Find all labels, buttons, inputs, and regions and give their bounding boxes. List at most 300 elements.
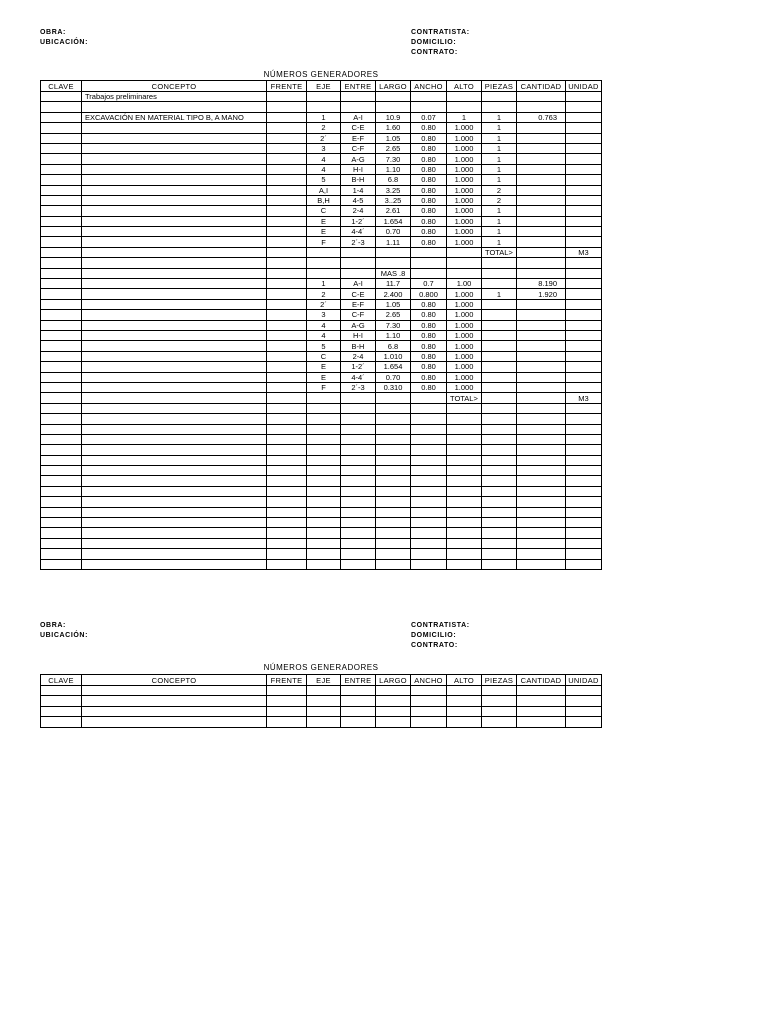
table-cell (41, 92, 82, 102)
table-row (41, 268, 602, 278)
table-cell (411, 549, 447, 559)
table-cell: 0.80 (411, 123, 447, 133)
table-cell (267, 143, 307, 153)
table-cell (447, 696, 482, 706)
table-cell (517, 549, 566, 559)
table-cell (517, 175, 566, 185)
table-cell (566, 414, 602, 424)
table-cell (41, 559, 82, 569)
table-cell (41, 455, 82, 465)
table-cell (41, 528, 82, 538)
table-row (41, 330, 602, 340)
table-cell (517, 559, 566, 569)
table-cell (447, 476, 482, 486)
table-cell: 0.80 (411, 372, 447, 382)
table-cell (482, 686, 517, 696)
table-cell: 1-4 (341, 185, 376, 195)
table-row (41, 445, 602, 455)
table-cell (517, 92, 566, 102)
table-cell: E (307, 362, 341, 372)
table-cell (82, 351, 267, 361)
table-cell (482, 299, 517, 309)
table-cell (482, 268, 517, 278)
table-cell (566, 195, 602, 205)
table-cell (307, 445, 341, 455)
table-cell (566, 237, 602, 247)
column-header: LARGO (376, 675, 411, 686)
table-cell: B-H (341, 341, 376, 351)
table-cell (517, 154, 566, 164)
table-cell: 1.05 (376, 133, 411, 143)
table-cell (566, 706, 602, 716)
table-cell (566, 445, 602, 455)
table-row (41, 310, 602, 320)
table-cell (411, 393, 447, 403)
table-cell: A-G (341, 154, 376, 164)
table-cell (267, 330, 307, 340)
table-cell (517, 299, 566, 309)
table-cell: 1 (482, 237, 517, 247)
table-cell (41, 507, 82, 517)
table-cell: 3.25 (376, 185, 411, 195)
table-cell: 0.800 (411, 289, 447, 299)
table-cell (82, 195, 267, 205)
table-cell (341, 434, 376, 444)
table-cell (517, 237, 566, 247)
table-cell: H-I (341, 330, 376, 340)
table-cell (411, 559, 447, 569)
table-cell (41, 164, 82, 174)
table-cell (41, 717, 82, 727)
column-header: LARGO (376, 81, 411, 92)
table-cell: 2-4 (341, 351, 376, 361)
table-cell (267, 466, 307, 476)
header-left-1 (40, 28, 88, 48)
table-cell (82, 717, 267, 727)
table-cell (566, 434, 602, 444)
table-cell (82, 434, 267, 444)
column-header: ANCHO (411, 81, 447, 92)
table-cell (517, 466, 566, 476)
table-row (41, 154, 602, 164)
table-cell: 0.80 (411, 154, 447, 164)
table-row (41, 216, 602, 226)
table-cell (447, 717, 482, 727)
table-cell (482, 372, 517, 382)
table-cell (267, 393, 307, 403)
column-header: UNIDAD (566, 81, 602, 92)
table-cell: A-I (341, 112, 376, 122)
table-cell: 3..25 (376, 195, 411, 205)
column-header: FRENTE (267, 81, 307, 92)
table-cell (376, 528, 411, 538)
table-cell (482, 403, 517, 413)
table-cell (82, 559, 267, 569)
table-cell: 2 (482, 195, 517, 205)
table-cell (482, 696, 517, 706)
table-cell (307, 559, 341, 569)
table-cell (376, 92, 411, 102)
table-cell (566, 216, 602, 226)
table-row (41, 393, 602, 403)
table-cell (447, 414, 482, 424)
table-cell: C (307, 351, 341, 361)
table-cell (517, 486, 566, 496)
table-cell (267, 268, 307, 278)
table-cell: 1 (307, 279, 341, 289)
table-cell: 0.70 (376, 227, 411, 237)
table-cell: 2 (307, 289, 341, 299)
table-cell: 1 (482, 154, 517, 164)
table-cell (447, 466, 482, 476)
table-cell: 0.310 (376, 382, 411, 392)
table-cell: 1.000 (447, 320, 482, 330)
table-cell (566, 538, 602, 548)
table-cell (517, 445, 566, 455)
table-cell (82, 696, 267, 706)
table-cell (41, 289, 82, 299)
table-cell: 1-2´ (341, 362, 376, 372)
table-cell (267, 279, 307, 289)
column-header: ALTO (447, 675, 482, 686)
table-cell (566, 164, 602, 174)
table-cell (82, 279, 267, 289)
table-cell (376, 102, 411, 112)
table-cell (447, 549, 482, 559)
table-cell (447, 445, 482, 455)
table-cell (566, 455, 602, 465)
column-header: CANTIDAD (517, 675, 566, 686)
column-header: PIEZAS (482, 675, 517, 686)
table-cell (517, 414, 566, 424)
table-cell: 0.80 (411, 299, 447, 309)
table-row (41, 175, 602, 185)
table-cell (82, 518, 267, 528)
table-cell (411, 258, 447, 268)
table-cell (447, 268, 482, 278)
table-cell: EXCAVACIÓN EN MATERIAL TIPO B, A MANO (82, 112, 267, 122)
table-cell: 1.000 (447, 372, 482, 382)
table-cell (267, 102, 307, 112)
table-cell: C-F (341, 143, 376, 153)
table-cell: 0.763 (517, 112, 566, 122)
table-cell (267, 507, 307, 517)
table-cell (82, 538, 267, 548)
table-cell: E (307, 372, 341, 382)
table-cell: 0.70 (376, 372, 411, 382)
table-cell (307, 268, 341, 278)
table-cell (517, 424, 566, 434)
table-cell (566, 466, 602, 476)
table-cell (411, 696, 447, 706)
table-cell (341, 268, 376, 278)
table-cell: 1.60 (376, 123, 411, 133)
table-cell (41, 351, 82, 361)
table-cell (566, 497, 602, 507)
table-row (41, 258, 602, 268)
table-cell (307, 696, 341, 706)
table-cell (341, 403, 376, 413)
table-cell (82, 310, 267, 320)
table-cell (41, 434, 82, 444)
table-cell (482, 424, 517, 434)
table-cell (517, 717, 566, 727)
table-cell (376, 518, 411, 528)
table-cell: 1 (447, 112, 482, 122)
table-cell (482, 258, 517, 268)
table-row (41, 424, 602, 434)
table-cell (267, 216, 307, 226)
table-cell: 1.11 (376, 237, 411, 247)
table-cell (267, 310, 307, 320)
table-cell (482, 486, 517, 496)
table-cell (517, 195, 566, 205)
table-cell: 0.80 (411, 227, 447, 237)
table-row (41, 143, 602, 153)
table-cell (267, 686, 307, 696)
table-cell (41, 237, 82, 247)
table-cell (482, 92, 517, 102)
table-cell: 1 (482, 289, 517, 299)
table-cell (82, 497, 267, 507)
table-cell (376, 507, 411, 517)
table-cell (41, 696, 82, 706)
table-cell (82, 686, 267, 696)
table-cell (411, 497, 447, 507)
table-cell (566, 289, 602, 299)
table-cell (267, 320, 307, 330)
table-row (41, 195, 602, 205)
table-cell (411, 528, 447, 538)
table-cell (411, 706, 447, 716)
table-cell (447, 518, 482, 528)
table-cell (41, 133, 82, 143)
table-row (41, 696, 602, 706)
table-cell (82, 341, 267, 351)
table-cell (566, 528, 602, 538)
table-cell: 0.80 (411, 330, 447, 340)
table-row (41, 507, 602, 517)
header-left-2 (40, 621, 88, 641)
table-cell (566, 686, 602, 696)
table-cell (566, 279, 602, 289)
table-cell (267, 227, 307, 237)
table-cell (566, 320, 602, 330)
table-cell: 0.80 (411, 195, 447, 205)
table-cell (376, 486, 411, 496)
table-row (41, 351, 602, 361)
table-cell: 1 (307, 112, 341, 122)
table-cell (566, 559, 602, 569)
table-cell (267, 299, 307, 309)
table-row (41, 341, 602, 351)
table-cell (447, 455, 482, 465)
table-cell: 1.000 (447, 341, 482, 351)
table-cell: 1.000 (447, 185, 482, 195)
table-cell (447, 92, 482, 102)
table-cell (267, 497, 307, 507)
table-cell (307, 466, 341, 476)
table-cell (376, 455, 411, 465)
table-cell (517, 507, 566, 517)
table-cell (341, 102, 376, 112)
table-cell (41, 216, 82, 226)
table-cell (411, 507, 447, 517)
table-cell (566, 133, 602, 143)
column-header: ANCHO (411, 675, 447, 686)
table-cell (376, 696, 411, 706)
column-header: CONCEPTO (82, 81, 267, 92)
table-cell (82, 455, 267, 465)
table-row (41, 164, 602, 174)
table-cell (566, 424, 602, 434)
table-cell (267, 133, 307, 143)
table-cell (566, 299, 602, 309)
table-cell (82, 289, 267, 299)
table-cell (566, 123, 602, 133)
table-cell: 1.000 (447, 195, 482, 205)
table-cell: 6.8 (376, 341, 411, 351)
table-cell: B-H (341, 175, 376, 185)
table-cell (411, 102, 447, 112)
table-cell (341, 538, 376, 548)
table-cell (376, 393, 411, 403)
table-cell (41, 445, 82, 455)
table-cell (566, 486, 602, 496)
table-cell (411, 92, 447, 102)
table-cell (267, 289, 307, 299)
table-row (41, 102, 602, 112)
table-cell: 2-4 (341, 206, 376, 216)
table-cell (307, 434, 341, 444)
table-cell (82, 164, 267, 174)
table-cell: F (307, 382, 341, 392)
table-cell (82, 133, 267, 143)
table-cell (566, 717, 602, 727)
table-cell (566, 227, 602, 237)
table-cell (307, 92, 341, 102)
table-cell: C-E (341, 123, 376, 133)
table-cell (41, 320, 82, 330)
table-row (41, 133, 602, 143)
table-cell (82, 393, 267, 403)
table-cell (41, 154, 82, 164)
table-cell (82, 424, 267, 434)
table-cell (267, 362, 307, 372)
table-cell (517, 164, 566, 174)
table-cell (517, 320, 566, 330)
table-cell (482, 717, 517, 727)
table-cell (447, 102, 482, 112)
table-cell: 7.30 (376, 154, 411, 164)
table-cell (41, 466, 82, 476)
table-header-row (41, 81, 602, 92)
obra-label: OBRA: (40, 29, 66, 36)
table-cell: 11.7 (376, 279, 411, 289)
table-cell: A-I (341, 279, 376, 289)
table-row (41, 518, 602, 528)
table-cell (411, 445, 447, 455)
table-cell (267, 164, 307, 174)
table-cell: 2´-3 (341, 382, 376, 392)
table-cell (517, 268, 566, 278)
table-cell: 1.000 (447, 175, 482, 185)
table-cell (447, 706, 482, 716)
table-cell (376, 717, 411, 727)
table-row (41, 549, 602, 559)
table-cell (411, 247, 447, 257)
table-cell (341, 247, 376, 257)
table-cell (267, 455, 307, 465)
table-row (41, 185, 602, 195)
column-header: ENTRE (341, 675, 376, 686)
table-cell (267, 528, 307, 538)
table-row (41, 486, 602, 496)
table-cell (376, 559, 411, 569)
table-cell (566, 154, 602, 164)
table-cell (482, 102, 517, 112)
sheet-title: NÚMEROS GENERADORES (263, 70, 379, 79)
table-cell (267, 351, 307, 361)
table-cell (517, 393, 566, 403)
table-cell (307, 102, 341, 112)
table-cell (267, 185, 307, 195)
table-cell (82, 320, 267, 330)
table-cell (41, 341, 82, 351)
table-cell (341, 414, 376, 424)
table-cell (41, 424, 82, 434)
table-cell: 1.000 (447, 382, 482, 392)
ubicacion-label: UBICACIÓN: (40, 632, 88, 639)
table-cell (566, 102, 602, 112)
table-cell (341, 696, 376, 706)
table-cell (482, 434, 517, 444)
table-cell (41, 299, 82, 309)
table-cell: A-G (341, 320, 376, 330)
table-cell (566, 330, 602, 340)
table-cell: MAS .8 (376, 268, 411, 278)
table-cell (517, 206, 566, 216)
table-cell: 1.00 (447, 279, 482, 289)
table-cell (517, 143, 566, 153)
table-cell: 1.000 (447, 351, 482, 361)
table-cell (517, 476, 566, 486)
table-cell (82, 154, 267, 164)
table-row (41, 92, 602, 102)
table-cell (41, 476, 82, 486)
table-cell (341, 476, 376, 486)
table-cell: 1.05 (376, 299, 411, 309)
table-cell (517, 455, 566, 465)
table-cell (267, 424, 307, 434)
table-cell (41, 362, 82, 372)
table-cell (41, 102, 82, 112)
table-cell (517, 247, 566, 257)
table-cell (41, 310, 82, 320)
table-cell: 1.654 (376, 216, 411, 226)
table-cell (41, 247, 82, 257)
table-cell (267, 258, 307, 268)
table-cell (82, 330, 267, 340)
table-row (41, 717, 602, 727)
table-cell: C-E (341, 289, 376, 299)
column-header: EJE (307, 81, 341, 92)
table-cell: 0.80 (411, 310, 447, 320)
column-header: CONCEPTO (82, 675, 267, 686)
table-cell (267, 247, 307, 257)
table-cell (341, 258, 376, 268)
table-cell (517, 706, 566, 716)
